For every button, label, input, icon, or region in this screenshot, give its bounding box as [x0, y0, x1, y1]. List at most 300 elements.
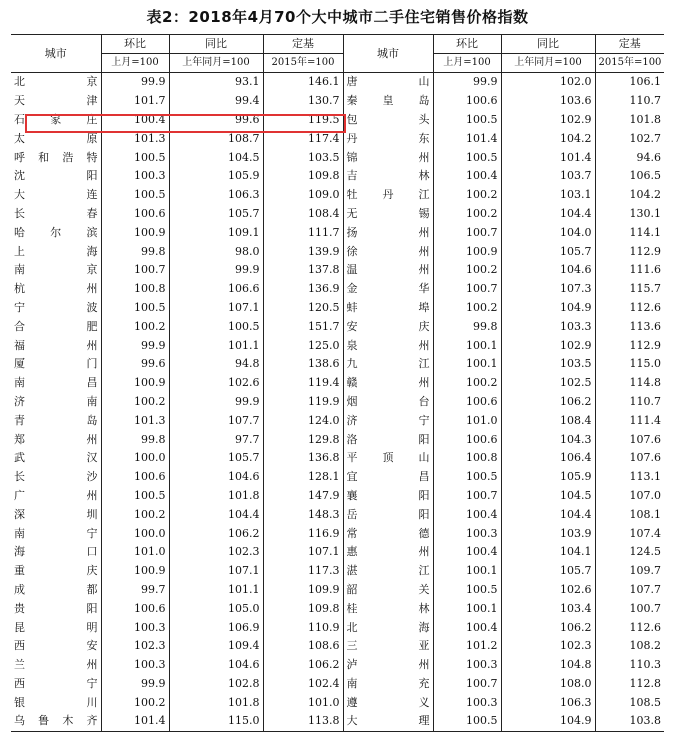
- fixed-value-right: 108.2: [595, 637, 664, 656]
- yoy-value-left: 98.0: [169, 242, 263, 261]
- mom-value-right: 100.8: [433, 449, 501, 468]
- city-name-right: 蚌埠: [343, 299, 433, 318]
- yoy-value-left: 104.5: [169, 148, 263, 167]
- city-name-left: 石家庄: [14, 112, 98, 126]
- table-body: [11, 73, 664, 732]
- fixed-value-right: 107.7: [595, 581, 664, 600]
- city-name-left: 深圳: [14, 507, 98, 521]
- mom-value-left: 100.0: [101, 449, 169, 468]
- yoy-value-left: 99.4: [169, 92, 263, 111]
- mom-value-right: 100.4: [433, 167, 501, 186]
- fixed-value-left: 128.1: [263, 468, 343, 487]
- city-name-left: 贵阳: [14, 601, 98, 615]
- city-name-right: 泸州: [343, 656, 433, 675]
- city-name-left: 呼和浩特: [14, 150, 98, 164]
- fixed-value-right: 113.6: [595, 317, 664, 336]
- fixed-value-right: 107.0: [595, 487, 664, 506]
- table-row: [11, 148, 664, 167]
- fixed-value-right: 112.9: [595, 242, 664, 261]
- yoy-value-right: 103.9: [501, 524, 595, 543]
- table-title: 表2：2018年4月70个大中城市二手住宅销售价格指数: [146, 8, 529, 26]
- mom-value-right: 100.6: [433, 430, 501, 449]
- fixed-value-left: 109.8: [263, 167, 343, 186]
- yoy-value-left: 106.3: [169, 186, 263, 205]
- yoy-value-right: 101.4: [501, 148, 595, 167]
- table-row: [11, 355, 664, 374]
- city-name-right: 温州: [343, 261, 433, 280]
- table-row: [11, 280, 664, 299]
- yoy-value-right: 105.7: [501, 562, 595, 581]
- mom-value-right: 100.5: [433, 111, 501, 130]
- fixed-value-left: 138.6: [263, 355, 343, 374]
- fixed-value-left: 146.1: [263, 73, 343, 92]
- city-name-right: 韶关: [343, 581, 433, 600]
- city-name-left: 哈尔滨: [14, 225, 98, 239]
- mom-value-right: 100.9: [433, 242, 501, 261]
- fixed-value-left: 136.9: [263, 280, 343, 299]
- city-name-left: 宁波: [14, 300, 98, 314]
- table-row: [11, 73, 664, 92]
- yoy-value-right: 104.2: [501, 129, 595, 148]
- yoy-value-left: 107.1: [169, 299, 263, 318]
- city-name-right: 桂林: [343, 599, 433, 618]
- fixed-value-left: 109.9: [263, 581, 343, 600]
- city-name-right: 秦皇岛: [343, 92, 433, 111]
- fixed-value-right: 112.8: [595, 675, 664, 694]
- mom-value-left: 100.9: [101, 223, 169, 242]
- city-name-right: 金华: [343, 280, 433, 299]
- header-mom-sub-right: 上月=100: [433, 54, 501, 73]
- mom-value-left: 100.3: [101, 167, 169, 186]
- city-name-right: 徐州: [343, 242, 433, 261]
- yoy-value-right: 107.3: [501, 280, 595, 299]
- fixed-value-left: 102.4: [263, 675, 343, 694]
- table-row: [11, 637, 664, 656]
- city-name-left: 青岛: [14, 413, 98, 427]
- fixed-value-right: 124.5: [595, 543, 664, 562]
- header-city-right: 城市: [343, 35, 433, 73]
- city-name-left: 重庆: [14, 564, 98, 578]
- city-name-left: 乌鲁木齐: [11, 712, 101, 731]
- yoy-value-right: 108.0: [501, 675, 595, 694]
- yoy-value-right: 104.8: [501, 656, 595, 675]
- city-name-right: 吉林: [343, 167, 433, 186]
- yoy-value-right: 104.3: [501, 430, 595, 449]
- city-name-right: 宜昌: [343, 468, 433, 487]
- mom-value-left: 100.9: [101, 562, 169, 581]
- city-name-left: 郑州: [14, 432, 98, 446]
- city-name-right: 岳阳: [343, 505, 433, 524]
- city-name-right: 无锡: [343, 205, 433, 224]
- mom-value-left: 100.5: [101, 148, 169, 167]
- fixed-value-right: 104.2: [595, 186, 664, 205]
- mom-value-left: 100.2: [101, 505, 169, 524]
- city-name-right: 遵义: [343, 693, 433, 712]
- city-name-left: 长沙: [14, 470, 98, 484]
- fixed-value-right: 101.8: [595, 111, 664, 130]
- yoy-value-right: 106.4: [501, 449, 595, 468]
- fixed-value-right: 112.6: [595, 299, 664, 318]
- mom-value-right: 101.4: [433, 129, 501, 148]
- yoy-value-left: 94.8: [169, 355, 263, 374]
- fixed-value-right: 108.5: [595, 693, 664, 712]
- city-name-right: 北海: [343, 618, 433, 637]
- city-name-right: 烟台: [343, 393, 433, 412]
- mom-value-right: 101.2: [433, 637, 501, 656]
- fixed-value-left: 119.9: [263, 393, 343, 412]
- mom-value-left: 100.5: [101, 487, 169, 506]
- header-mom-left: 环比: [101, 35, 169, 54]
- city-name-left: 长春: [14, 206, 98, 220]
- header-fixed-sub-right: 2015年=100: [595, 54, 664, 73]
- fixed-value-right: 108.1: [595, 505, 664, 524]
- table-row: [11, 430, 664, 449]
- fixed-value-left: 137.8: [263, 261, 343, 280]
- fixed-value-left: 119.4: [263, 374, 343, 393]
- yoy-value-right: 106.2: [501, 618, 595, 637]
- yoy-value-left: 101.1: [169, 336, 263, 355]
- fixed-value-left: 125.0: [263, 336, 343, 355]
- mom-value-right: 100.3: [433, 693, 501, 712]
- fixed-value-right: 94.6: [595, 148, 664, 167]
- yoy-value-right: 105.7: [501, 242, 595, 261]
- mom-value-left: 100.5: [101, 299, 169, 318]
- yoy-value-left: 101.1: [169, 581, 263, 600]
- yoy-value-right: 104.4: [501, 505, 595, 524]
- mom-value-left: 101.3: [101, 411, 169, 430]
- city-name-right: 湛江: [343, 562, 433, 581]
- table-row: [11, 111, 664, 130]
- header-city-left: 城市: [11, 35, 101, 73]
- city-name-right: 锦州: [343, 148, 433, 167]
- yoy-value-right: 102.3: [501, 637, 595, 656]
- fixed-value-left: 130.7: [263, 92, 343, 111]
- city-name-right: 襄阳: [343, 487, 433, 506]
- fixed-value-right: 112.6: [595, 618, 664, 637]
- fixed-value-left: 148.3: [263, 505, 343, 524]
- table-row: [11, 374, 664, 393]
- fixed-value-left: 113.8: [263, 712, 343, 731]
- header-fixed-right: 定基: [595, 35, 664, 54]
- mom-value-left: 100.2: [101, 393, 169, 412]
- yoy-value-right: 104.1: [501, 543, 595, 562]
- table-row: [11, 205, 664, 224]
- fixed-value-left: 111.7: [263, 223, 343, 242]
- mom-value-left: 100.6: [101, 599, 169, 618]
- city-name-left: 海口: [14, 545, 98, 559]
- mom-value-right: 100.5: [433, 712, 501, 731]
- city-name-left: 大连: [14, 188, 98, 202]
- fixed-value-left: 110.9: [263, 618, 343, 637]
- city-name-right: 包头: [343, 111, 433, 130]
- yoy-value-left: 102.3: [169, 543, 263, 562]
- yoy-value-right: 103.5: [501, 355, 595, 374]
- mom-value-left: 100.6: [101, 205, 169, 224]
- city-name-left: 沈阳: [14, 169, 98, 183]
- mom-value-left: 99.8: [101, 242, 169, 261]
- mom-value-right: 99.9: [433, 73, 501, 92]
- table-row: [11, 599, 664, 618]
- city-name-right: 南充: [343, 675, 433, 694]
- city-name-right: 平顶山: [343, 449, 433, 468]
- mom-value-left: 100.5: [101, 186, 169, 205]
- header-mom-right: 环比: [433, 35, 501, 54]
- mom-value-right: 100.7: [433, 280, 501, 299]
- yoy-value-left: 115.0: [169, 712, 263, 731]
- mom-value-left: 99.6: [101, 355, 169, 374]
- mom-value-left: 101.3: [101, 129, 169, 148]
- fixed-value-left: 124.0: [263, 411, 343, 430]
- fixed-value-right: 107.6: [595, 430, 664, 449]
- city-name-left: 杭州: [14, 282, 98, 296]
- city-name-right: 牡丹江: [343, 186, 433, 205]
- mom-value-left: 99.9: [101, 675, 169, 694]
- yoy-value-left: 104.6: [169, 656, 263, 675]
- yoy-value-left: 107.7: [169, 411, 263, 430]
- fixed-value-right: 109.7: [595, 562, 664, 581]
- yoy-value-left: 105.7: [169, 205, 263, 224]
- yoy-value-left: 99.9: [169, 261, 263, 280]
- city-name-right: 大理: [343, 712, 433, 731]
- yoy-value-left: 93.1: [169, 73, 263, 92]
- mom-value-right: 100.5: [433, 468, 501, 487]
- table-row: [11, 299, 664, 318]
- table-row: [11, 261, 664, 280]
- yoy-value-left: 97.7: [169, 430, 263, 449]
- city-name-left: 西宁: [14, 676, 98, 690]
- yoy-value-right: 105.9: [501, 468, 595, 487]
- city-name-left: 合肥: [14, 319, 98, 333]
- fixed-value-left: 108.6: [263, 637, 343, 656]
- fixed-value-right: 115.7: [595, 280, 664, 299]
- city-name-left: 济南: [14, 394, 98, 408]
- fixed-value-left: 116.9: [263, 524, 343, 543]
- mom-value-right: 100.6: [433, 393, 501, 412]
- mom-value-left: 100.3: [101, 656, 169, 675]
- fixed-value-right: 111.4: [595, 411, 664, 430]
- yoy-value-left: 104.6: [169, 468, 263, 487]
- table-row: [11, 675, 664, 694]
- fixed-value-left: 109.0: [263, 186, 343, 205]
- header-fixed-sub-left: 2015年=100: [263, 54, 343, 73]
- header-mom-sub-left: 上月=100: [101, 54, 169, 73]
- table-row: [11, 186, 664, 205]
- mom-value-right: 100.2: [433, 186, 501, 205]
- yoy-value-left: 108.7: [169, 129, 263, 148]
- table-row: [11, 487, 664, 506]
- mom-value-right: 100.7: [433, 487, 501, 506]
- fixed-value-left: 106.2: [263, 656, 343, 675]
- city-name-left: 上海: [14, 244, 98, 258]
- yoy-value-left: 109.1: [169, 223, 263, 242]
- mom-value-left: 101.4: [101, 712, 169, 731]
- mom-value-left: 101.0: [101, 543, 169, 562]
- city-name-left: 天津: [14, 94, 98, 108]
- mom-value-right: 99.8: [433, 317, 501, 336]
- mom-value-right: 100.2: [433, 299, 501, 318]
- fixed-value-right: 130.1: [595, 205, 664, 224]
- header-fixed-left: 定基: [263, 35, 343, 54]
- table-row: [11, 712, 664, 731]
- fixed-value-right: 114.1: [595, 223, 664, 242]
- yoy-value-right: 103.7: [501, 167, 595, 186]
- yoy-value-left: 101.8: [169, 693, 263, 712]
- city-name-right: 泉州: [343, 336, 433, 355]
- mom-value-left: 100.3: [101, 618, 169, 637]
- yoy-value-left: 102.6: [169, 374, 263, 393]
- mom-value-left: 99.9: [101, 73, 169, 92]
- fixed-value-left: 136.8: [263, 449, 343, 468]
- table-row: [11, 242, 664, 261]
- fixed-value-left: 139.9: [263, 242, 343, 261]
- yoy-value-left: 105.0: [169, 599, 263, 618]
- fixed-value-right: 103.8: [595, 712, 664, 731]
- city-name-right: 常德: [343, 524, 433, 543]
- fixed-value-left: 101.0: [263, 693, 343, 712]
- city-name-right: 安庆: [343, 317, 433, 336]
- yoy-value-left: 99.6: [169, 111, 263, 130]
- city-name-left: 广州: [14, 488, 98, 502]
- mom-value-right: 100.3: [433, 656, 501, 675]
- yoy-value-right: 102.9: [501, 336, 595, 355]
- table-row: [11, 317, 664, 336]
- yoy-value-left: 106.6: [169, 280, 263, 299]
- fixed-value-left: 117.3: [263, 562, 343, 581]
- yoy-value-right: 103.4: [501, 599, 595, 618]
- mom-value-left: 100.2: [101, 317, 169, 336]
- yoy-value-left: 106.2: [169, 524, 263, 543]
- mom-value-left: 99.7: [101, 581, 169, 600]
- city-name-right: 济宁: [343, 411, 433, 430]
- mom-value-right: 100.4: [433, 505, 501, 524]
- fixed-value-right: 110.3: [595, 656, 664, 675]
- fixed-value-right: 114.8: [595, 374, 664, 393]
- table-row: [11, 129, 664, 148]
- yoy-value-right: 102.0: [501, 73, 595, 92]
- city-name-left: 西安: [14, 639, 98, 653]
- table-row: [11, 505, 664, 524]
- table-row: [11, 393, 664, 412]
- city-name-left: 厦门: [14, 357, 98, 371]
- yoy-value-right: 104.4: [501, 205, 595, 224]
- mom-value-left: 100.8: [101, 280, 169, 299]
- fixed-value-right: 111.6: [595, 261, 664, 280]
- table-row: [11, 468, 664, 487]
- fixed-value-left: 129.8: [263, 430, 343, 449]
- mom-value-right: 100.2: [433, 374, 501, 393]
- fixed-value-left: 151.7: [263, 317, 343, 336]
- fixed-value-left: 117.4: [263, 129, 343, 148]
- fixed-value-left: 109.8: [263, 599, 343, 618]
- yoy-value-left: 102.8: [169, 675, 263, 694]
- mom-value-right: 100.1: [433, 599, 501, 618]
- mom-value-right: 101.0: [433, 411, 501, 430]
- fixed-value-left: 119.5: [263, 111, 343, 130]
- table-row: [11, 656, 664, 675]
- city-name-left: 昆明: [14, 620, 98, 634]
- yoy-value-right: 104.9: [501, 712, 595, 731]
- yoy-value-right: 106.2: [501, 393, 595, 412]
- mom-value-right: 100.5: [433, 581, 501, 600]
- yoy-value-right: 106.3: [501, 693, 595, 712]
- fixed-value-left: 103.5: [263, 148, 343, 167]
- fixed-value-left: 120.5: [263, 299, 343, 318]
- mom-value-left: 101.7: [101, 92, 169, 111]
- mom-value-left: 100.6: [101, 468, 169, 487]
- yoy-value-left: 107.1: [169, 562, 263, 581]
- city-name-right: 九江: [343, 355, 433, 374]
- fixed-value-right: 100.7: [595, 599, 664, 618]
- city-name-right: 三亚: [343, 637, 433, 656]
- table-row: [11, 449, 664, 468]
- yoy-value-right: 103.6: [501, 92, 595, 111]
- table-row: [11, 581, 664, 600]
- fixed-value-right: 110.7: [595, 92, 664, 111]
- city-name-left: 太原: [14, 131, 98, 145]
- city-name-right: 丹东: [343, 129, 433, 148]
- city-name-right: 唐山: [343, 73, 433, 92]
- city-name-left: 福州: [14, 338, 98, 352]
- yoy-value-right: 102.5: [501, 374, 595, 393]
- mom-value-right: 100.3: [433, 524, 501, 543]
- fixed-value-right: 107.4: [595, 524, 664, 543]
- table-row: [11, 543, 664, 562]
- table-row: [11, 411, 664, 430]
- city-name-left: 南宁: [14, 526, 98, 540]
- fixed-value-left: 147.9: [263, 487, 343, 506]
- table-row: [11, 167, 664, 186]
- mom-value-left: 99.9: [101, 336, 169, 355]
- mom-value-right: 100.1: [433, 562, 501, 581]
- yoy-value-left: 105.9: [169, 167, 263, 186]
- header-yoy-sub-right: 上年同月=100: [501, 54, 595, 73]
- mom-value-left: 100.4: [101, 111, 169, 130]
- yoy-value-right: 104.5: [501, 487, 595, 506]
- city-name-left: 南京: [14, 263, 98, 277]
- mom-value-left: 99.8: [101, 430, 169, 449]
- yoy-value-left: 104.4: [169, 505, 263, 524]
- fixed-value-right: 107.6: [595, 449, 664, 468]
- yoy-value-right: 108.4: [501, 411, 595, 430]
- price-index-table: [11, 34, 664, 732]
- mom-value-right: 100.6: [433, 92, 501, 111]
- yoy-value-left: 106.9: [169, 618, 263, 637]
- table-row: [11, 618, 664, 637]
- yoy-value-right: 104.9: [501, 299, 595, 318]
- fixed-value-right: 106.1: [595, 73, 664, 92]
- fixed-value-right: 110.7: [595, 393, 664, 412]
- yoy-value-right: 103.1: [501, 186, 595, 205]
- fixed-value-left: 108.4: [263, 205, 343, 224]
- header-yoy-sub-left: 上年同月=100: [169, 54, 263, 73]
- table-row: [11, 92, 664, 111]
- city-name-left: 银川: [14, 695, 98, 709]
- mom-value-right: 100.7: [433, 223, 501, 242]
- mom-value-left: 100.0: [101, 524, 169, 543]
- city-name-left: 北京: [14, 75, 98, 89]
- header-yoy-left: 同比: [169, 35, 263, 54]
- yoy-value-right: 104.6: [501, 261, 595, 280]
- yoy-value-right: 102.9: [501, 111, 595, 130]
- mom-value-right: 100.4: [433, 618, 501, 637]
- mom-value-right: 100.7: [433, 675, 501, 694]
- city-name-left: 成都: [14, 582, 98, 596]
- yoy-value-right: 103.3: [501, 317, 595, 336]
- city-name-right: 扬州: [343, 223, 433, 242]
- fixed-value-right: 106.5: [595, 167, 664, 186]
- mom-value-right: 100.4: [433, 543, 501, 562]
- mom-value-right: 100.1: [433, 336, 501, 355]
